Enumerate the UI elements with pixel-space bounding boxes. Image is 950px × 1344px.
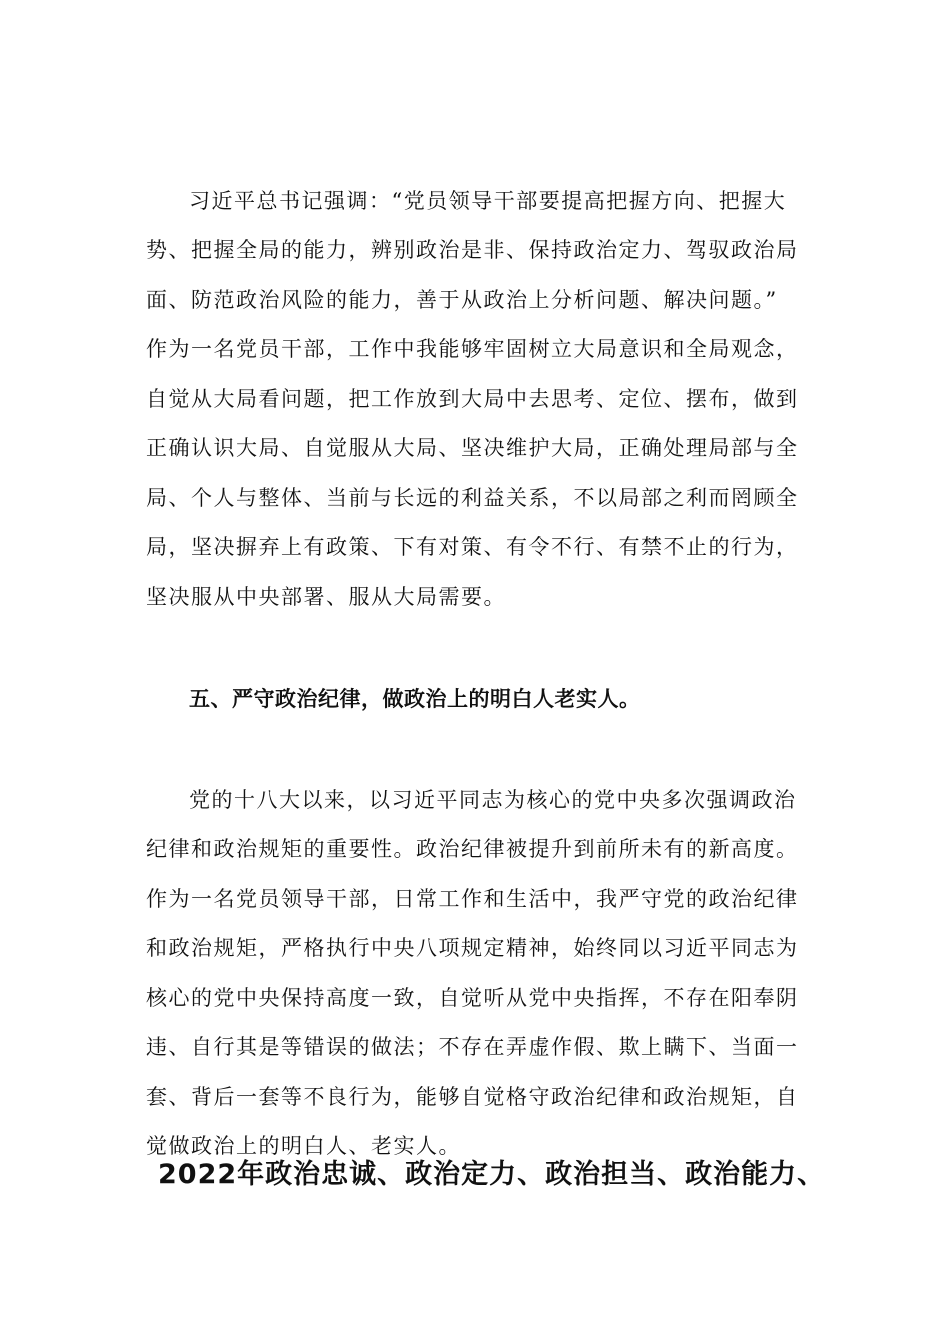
paragraph-1-line: 局、个人与整体、当前与长远的利益关系，不以局部之利而罔顾全: [146, 486, 799, 510]
paragraph-1-line: 面、防范政治风险的能力，善于从政治上分析问题、解决问题。”: [146, 288, 778, 312]
paragraph-2-line: 作为一名党员领导干部，日常工作和生活中，我严守党的政治纪律: [146, 887, 799, 911]
paragraph-2-line: 套、背后一套等不良行为，能够自觉格守政治纪律和政治规矩，自: [146, 1085, 799, 1109]
paragraph-1-line: 坚决服从中央部署、服从大局需要。: [146, 585, 506, 609]
section-heading: 五、严守政治纪律，做政治上的明白人老实人。: [189, 686, 641, 711]
paragraph-2-line: 违、自行其是等错误的做法；不存在弄虚作假、欺上瞒下、当面一: [146, 1035, 799, 1059]
paragraph-1-line: 势、把握全局的能力，辨别政治是非、保持政治定力、驾驭政治局: [146, 238, 799, 262]
paragraph-1-line: 局，坚决摒弃上有政策、下有对策、有令不行、有禁不止的行为，: [146, 535, 799, 559]
paragraph-2-line: 核心的党中央保持高度一致，自觉听从党中央指挥，不存在阳奉阴: [146, 986, 799, 1010]
paragraph-2-line: 和政治规矩，严格执行中央八项规定精神，始终同以习近平同志为: [146, 936, 799, 960]
paragraph-2-line: 纪律和政治规矩的重要性。政治纪律被提升到前所未有的新高度。: [146, 837, 799, 861]
paragraph-2-line: 觉做政治上的明白人、老实人。: [146, 1134, 461, 1158]
paragraph-1-line: 自觉从大局看问题，把工作放到大局中去思考、定位、摆布，做到: [146, 387, 799, 411]
paragraph-2-line: 党的十八大以来，以习近平同志为核心的党中央多次强调政治: [189, 788, 797, 812]
paragraph-1-line: 正确认识大局、自觉服从大局、坚决维护大局，正确处理局部与全: [146, 436, 799, 460]
paragraph-1-line: 习近平总书记强调：“党员领导干部要提高把握方向、把握大: [189, 189, 787, 213]
next-document-title: 2022年政治忠诚、政治定力、政治担当、政治能力、: [158, 1159, 826, 1190]
paragraph-1-line: 作为一名党员干部，工作中我能够牢固树立大局意识和全局观念，: [146, 337, 799, 361]
